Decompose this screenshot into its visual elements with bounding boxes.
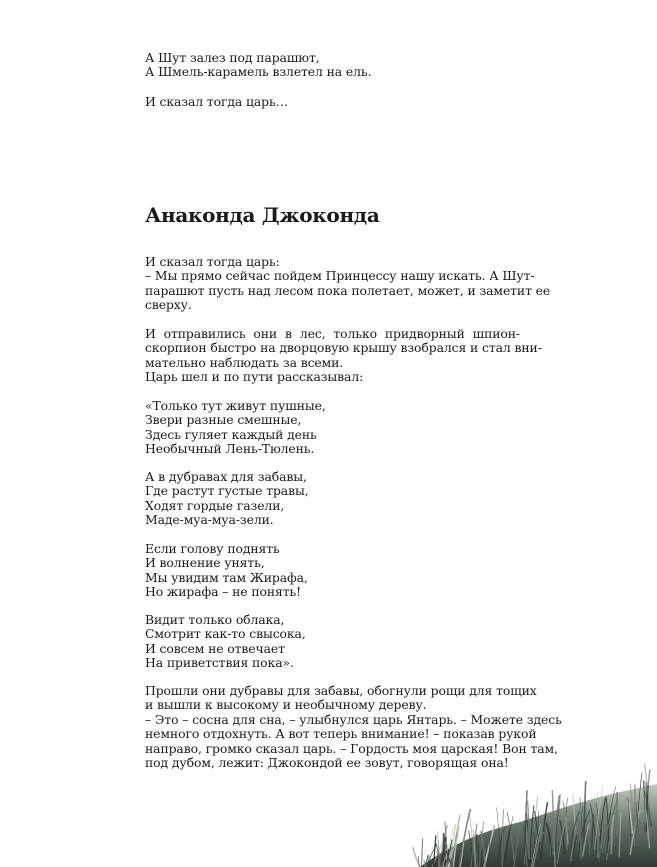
poem-line: Мы увидим там Жирафа,	[145, 570, 308, 585]
paragraph-line: немного отдохнуть. А вот теперь внимание! – показав рукой	[145, 726, 537, 742]
poem-line: А в дубравах для забавы,	[145, 470, 307, 484]
poem-line: На приветствия пока».	[145, 656, 294, 671]
paragraph-line: – Мы прямо сейчас пойдем Принцессу нашу искать. А Шут-	[145, 268, 535, 284]
poem-line: Ходят гордые газели,	[145, 498, 285, 513]
poem-line: Если голову поднять	[145, 542, 280, 556]
chapter-title: Анаконда Джоконда	[145, 203, 380, 227]
paragraph-line: и вышли к высокому и необычному дереву.	[145, 698, 427, 713]
poem-line: И волнение унять,	[145, 556, 265, 571]
poem-line: Но жирафа – не понять!	[145, 585, 302, 600]
poem-line: Звери разные смешные,	[145, 413, 302, 428]
paragraph-line: направо, громко сказал царь. – Гордость моя царская! Вон там,	[145, 740, 558, 756]
paragraph-line: – Это – сосна для сна, – улыбнулся царь Янтарь. – Можете здесь	[145, 711, 562, 727]
paragraph-line: под дубом, лежит: Джокондой ее зовут, говорящая она!	[145, 756, 509, 771]
poem-line: Необычный Лень-Тюлень.	[145, 442, 315, 457]
paragraph-line: Прошли они дубравы для забавы, обогнули рощи для тощих	[145, 683, 537, 698]
intro-line-3: И сказал тогда царь…	[145, 95, 288, 109]
poem-line: Здесь гуляет каждый день	[145, 427, 317, 442]
paragraph-line: сверху.	[145, 298, 192, 313]
poem-line: И совсем не отвечает	[145, 641, 285, 656]
paragraph-line: парашют пусть над лесом пока полетает, может, и заметит ее	[145, 282, 551, 298]
poem-line: Смотрит как-то свысока,	[145, 627, 306, 642]
intro-line-2: А Шмель-карамель взлетел на ель.	[145, 65, 372, 80]
poem-line: «Только тут живут пушные,	[145, 399, 326, 413]
poem-line: Где растут густые травы,	[145, 484, 309, 499]
grass-blade	[422, 839, 423, 867]
paragraph-line: мательно наблюдать за всеми.	[145, 355, 344, 370]
paragraph-line: И отправились они в лес, только придворный шпион-	[145, 326, 520, 341]
poem-line: Маде-муа-муа-зели.	[145, 513, 274, 528]
paragraph-line: И сказал тогда царь:	[145, 255, 280, 269]
poem-line: Видит только облака,	[145, 613, 285, 627]
paragraph-line: Царь шел и по пути рассказывал:	[145, 370, 364, 385]
intro-line-1: А Шут залез под парашют,	[145, 51, 320, 65]
paragraph-line: скорпион быстро на дворцовую крышу взобрался и стал вни-	[145, 340, 542, 356]
